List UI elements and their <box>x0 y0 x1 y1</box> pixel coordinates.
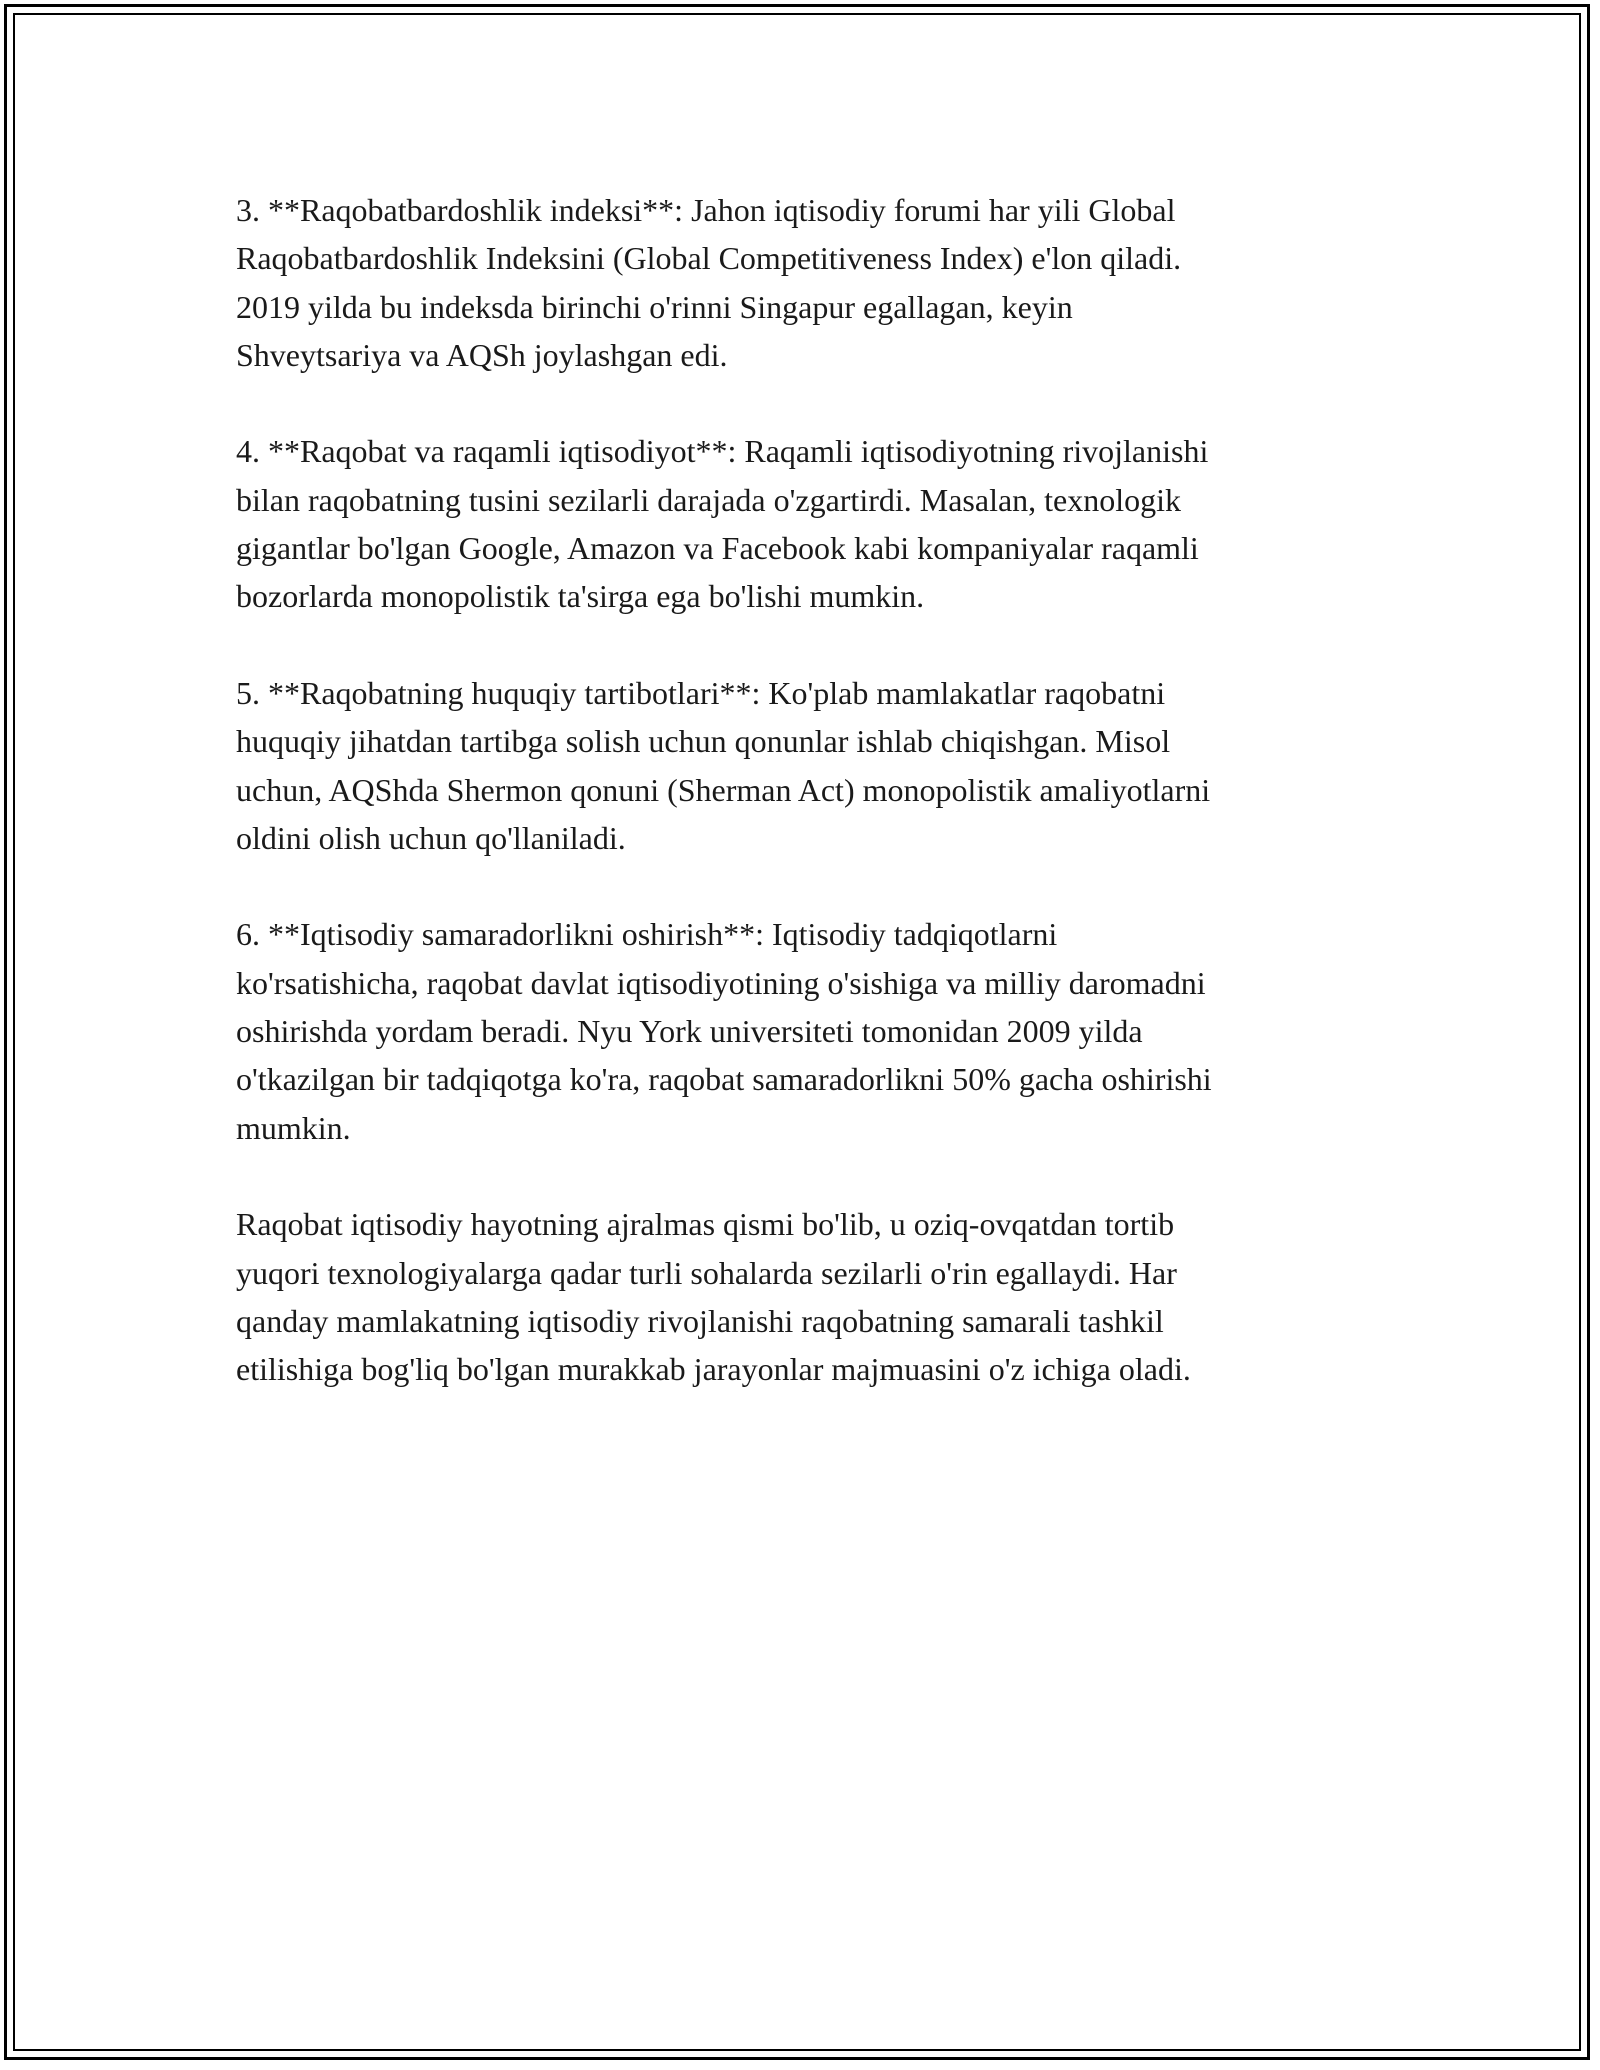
text-line: oldini olish uchun qo'llaniladi. <box>236 819 626 856</box>
text-line: bilan raqobatning tusini sezilarli darajada o'zgartirdi. Masalan, texnologik <box>236 481 1182 518</box>
text-line: 6. **Iqtisodiy samaradorlikni oshirish**: Iqtisodiy tadqiqotlarni <box>236 916 1058 953</box>
text-line: oshirishda yordam beradi. Nyu York universiteti tomonidan 2009 yilda <box>236 1013 1143 1050</box>
text-line: bozorlarda monopolistik ta'sirga ega bo'lishi mumkin. <box>236 578 925 615</box>
text-line: huquqiy jihatdan tartibga solish uchun qonunlar ishlab chiqishgan. Misol <box>236 723 1171 760</box>
text-line: 2019 yilda bu indeksda birinchi o'rinni Singapur egallagan, keyin <box>236 288 1073 325</box>
text-line: gigantlar bo'lgan Google, Amazon va Facebook kabi kompaniyalar raqamli <box>236 530 1199 567</box>
text-line: yuqori texnologiyalarga qadar turli sohalarda sezilarli o'rin egallaydi. Har <box>236 1254 1177 1291</box>
text-line: Raqobatbardoshlik Indeksini (Global Competitiveness Index) e'lon qiladi. <box>236 240 1182 277</box>
text-line: etilishiga bog'liq bo'lgan murakkab jarayonlar majmuasini o'z ichiga oladi. <box>236 1351 1191 1388</box>
text-line: 4. **Raqobat va raqamli iqtisodiyot**: Raqamli iqtisodiyotning rivojlanishi <box>236 433 1209 470</box>
text-line: uchun, AQShda Shermon qonuni (Sherman Act) monopolistik amaliyotlarni <box>236 771 1211 808</box>
paragraph <box>236 910 1376 1151</box>
paragraph <box>236 186 1376 379</box>
paragraph <box>236 1200 1376 1393</box>
text-line: 5. **Raqobatning huquqiy tartibotlari**: Ko'plab mamlakatlar raqobatni <box>236 674 1166 711</box>
text-line: qanday mamlakatning iqtisodiy rivojlanishi raqobatning samarali tashkil <box>236 1302 1164 1339</box>
document-body <box>236 186 1376 1442</box>
text-line: mumkin. <box>236 1109 351 1146</box>
text-line: ko'rsatishicha, raqobat davlat iqtisodiyotining o'sishiga va milliy daromadni <box>236 964 1206 1001</box>
text-line: o'tkazilgan bir tadqiqotga ko'ra, raqobat samaradorlikni 50% gacha oshirishi <box>236 1061 1212 1098</box>
text-line: Raqobat iqtisodiy hayotning ajralmas qismi bo'lib, u oziq-ovqatdan tortib <box>236 1206 1175 1243</box>
paragraph <box>236 669 1376 862</box>
paragraph <box>236 427 1376 620</box>
text-line: Shveytsariya va AQSh joylashgan edi. <box>236 336 728 373</box>
text-line: 3. **Raqobatbardoshlik indeksi**: Jahon iqtisodiy forumi har yili Global <box>236 192 1176 228</box>
